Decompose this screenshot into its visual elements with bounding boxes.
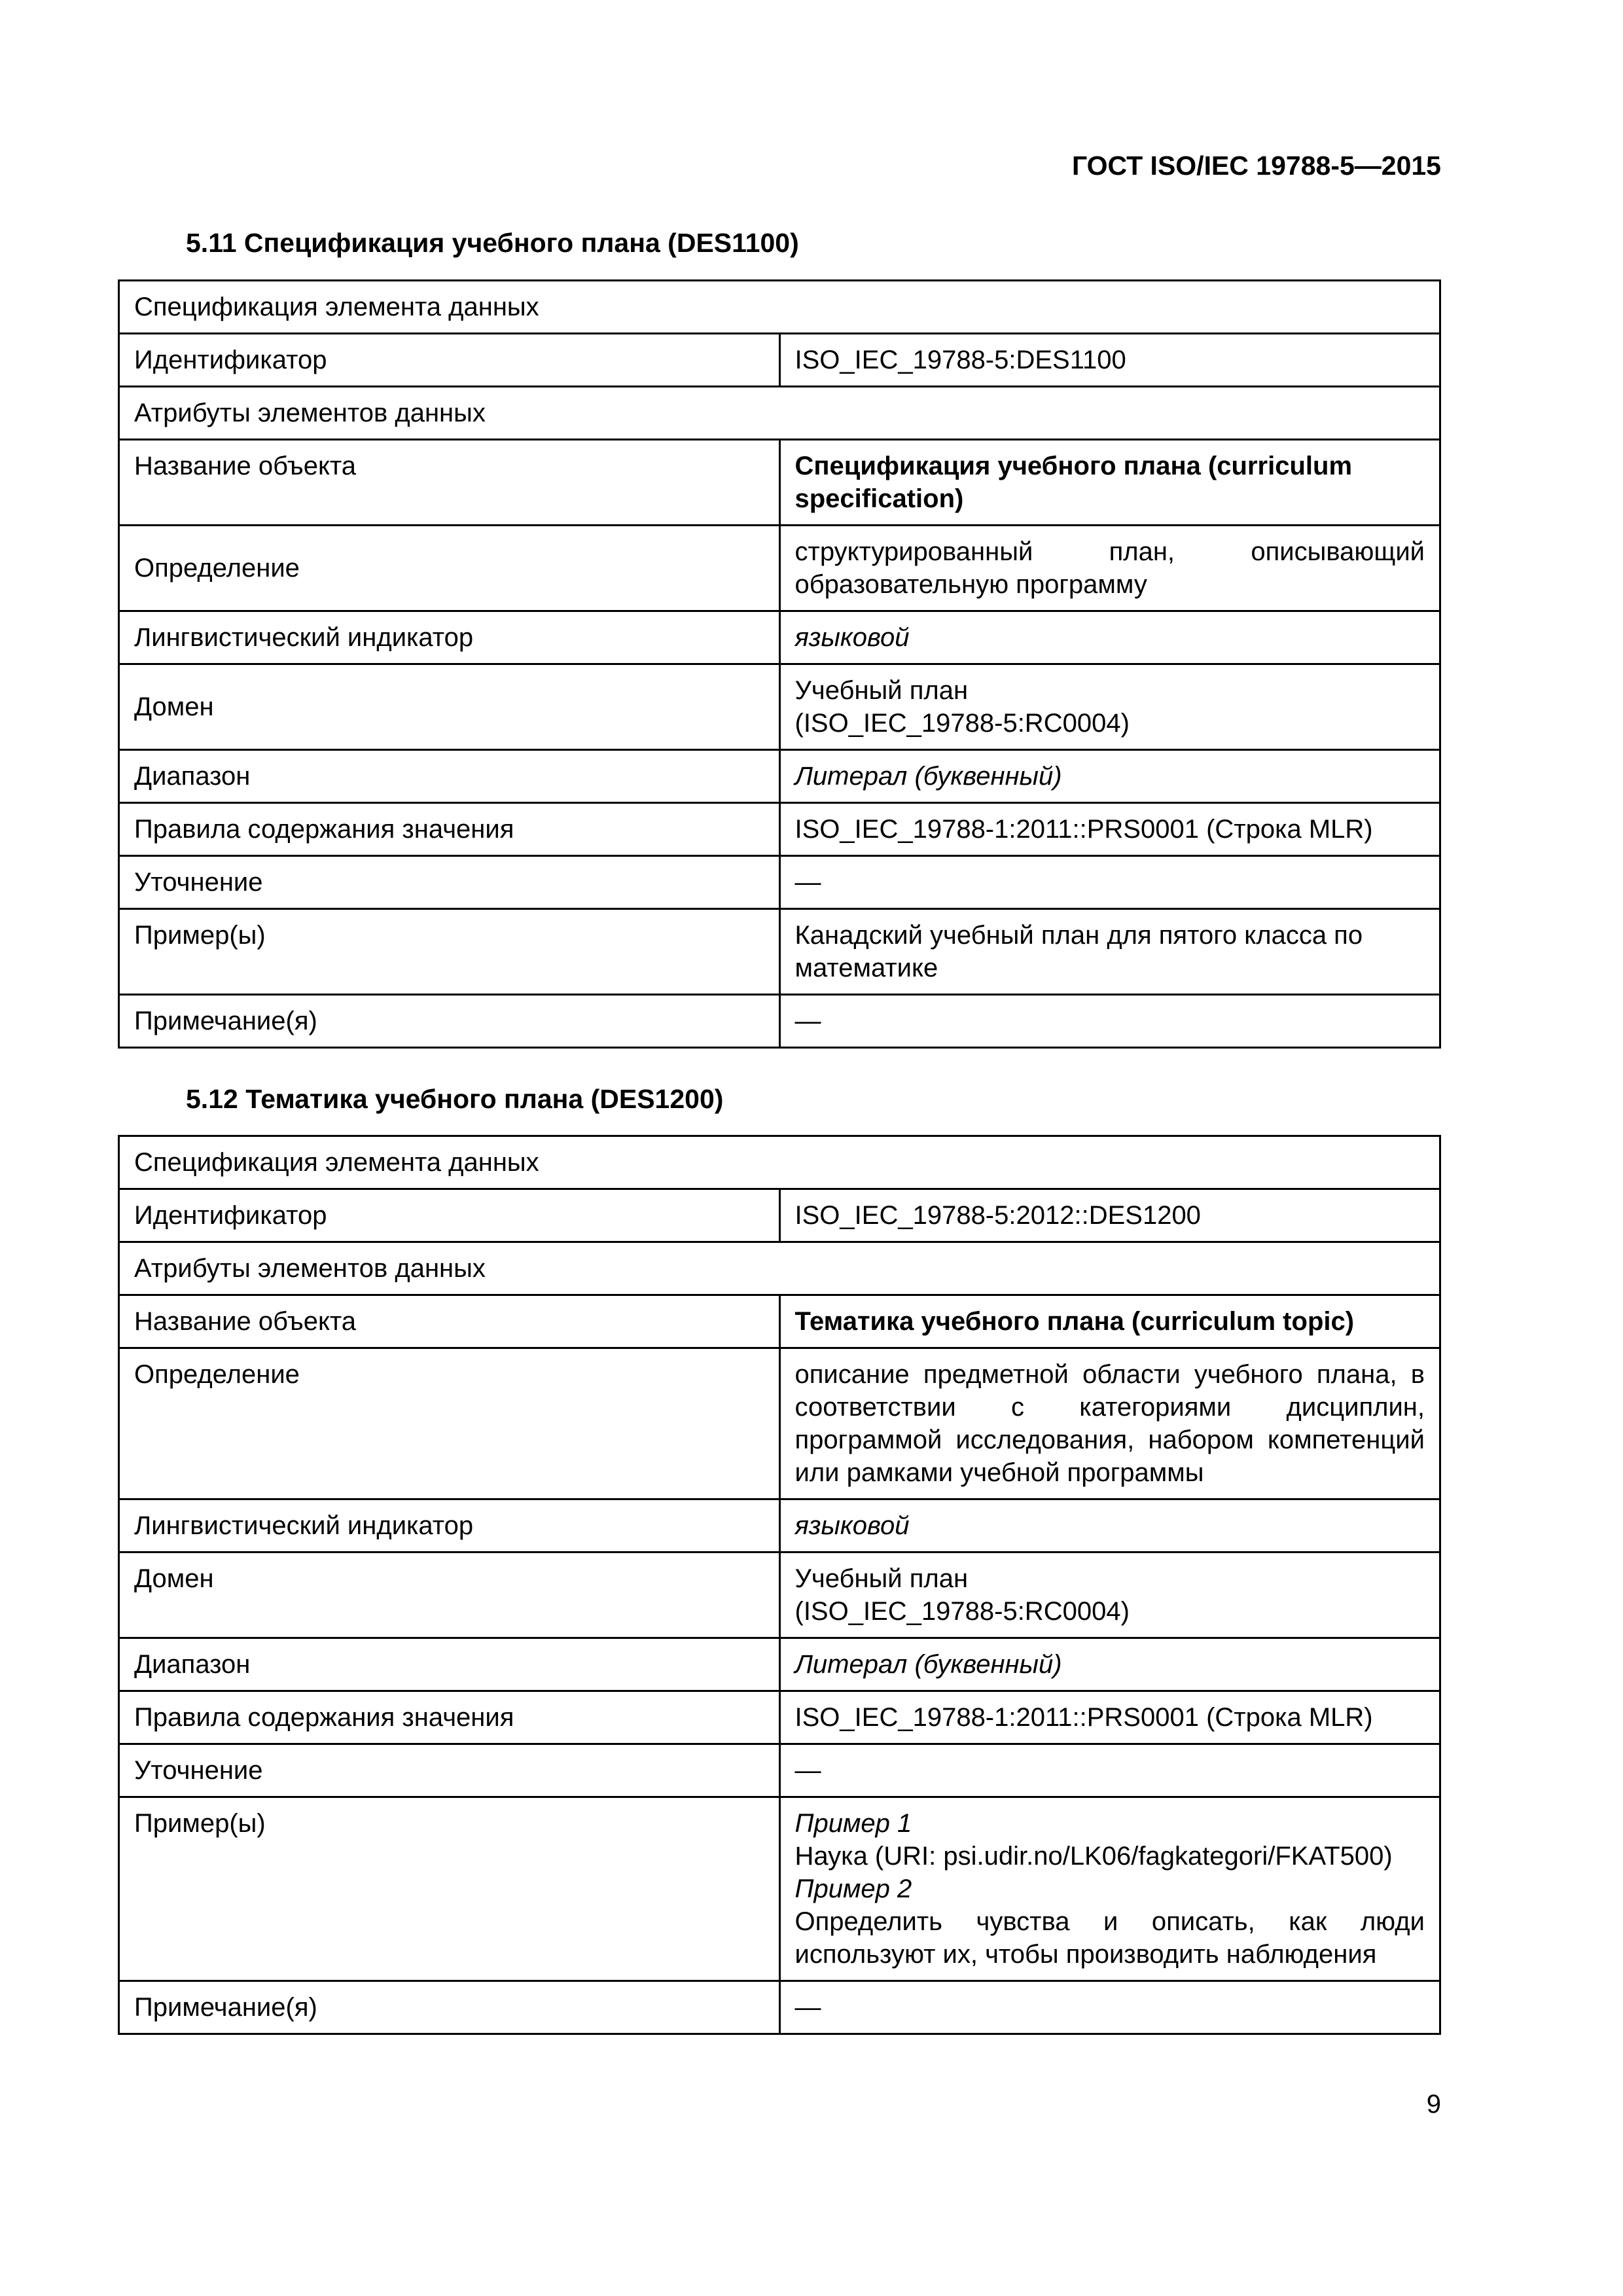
table-row: [119, 387, 1440, 440]
refinement-label: Уточнение: [119, 856, 780, 909]
domain-label: Домен: [119, 1552, 780, 1638]
table-row: [119, 1744, 1440, 1797]
content-rules-value: ISO_IEC_19788-1:2011::PRS0001 (Строка MLR): [779, 803, 1440, 856]
linguistic-value: языковой: [779, 611, 1440, 664]
name-value: Тематика учебного плана (curriculum topic): [779, 1295, 1440, 1348]
linguistic-label: Лингвистический индикатор: [119, 1499, 780, 1552]
definition-value: описание предметной области учебного плана, в соответствии с категориями дисциплин, программой исследования, набором компетенций или рамками учебной программы: [779, 1348, 1440, 1499]
name-label: Название объекта: [119, 440, 780, 526]
linguistic-value: языковой: [779, 1499, 1440, 1552]
table-row: [119, 281, 1440, 334]
domain-value: [779, 1552, 1440, 1638]
definition-label: Определение: [119, 526, 780, 611]
example1-title: Пример 1: [794, 1809, 912, 1838]
identifier-value: ISO_IEC_19788-5:DES1100: [779, 334, 1440, 387]
document-standard-header: ГОСТ ISO/IEC 19788-5—2015: [1071, 151, 1441, 181]
notes-label: Примечание(я): [119, 995, 780, 1048]
notes-value: —: [779, 1981, 1440, 2034]
table-row: [119, 803, 1440, 856]
table-row: [119, 1499, 1440, 1552]
attributes-title-cell: Атрибуты элементов данных: [119, 387, 1440, 440]
table-row: [119, 1136, 1440, 1189]
examples-label: Пример(ы): [119, 909, 780, 995]
table-row: [119, 1348, 1440, 1499]
table-row: [119, 1242, 1440, 1295]
page-number: 9: [1426, 2090, 1441, 2119]
definition-value: структурированный план, описывающий образовательную программу: [779, 526, 1440, 611]
table-row: [119, 1638, 1440, 1691]
spec-title-cell: Спецификация элемента данных: [119, 1136, 1440, 1189]
notes-value: —: [779, 995, 1440, 1048]
table-row: [119, 856, 1440, 909]
attributes-title-cell: Атрибуты элементов данных: [119, 1242, 1440, 1295]
identifier-label: Идентификатор: [119, 1189, 780, 1242]
definition-label: Определение: [119, 1348, 780, 1499]
examples-label: Пример(ы): [119, 1797, 780, 1981]
table-row: [119, 909, 1440, 995]
content-rules-label: Правила содержания значения: [119, 803, 780, 856]
domain-label: Домен: [119, 664, 780, 750]
table-row: [119, 334, 1440, 387]
table-row: [119, 1981, 1440, 2034]
table-row: [119, 1189, 1440, 1242]
range-value: Литерал (буквенный): [779, 1638, 1440, 1691]
content-rules-value: ISO_IEC_19788-1:2011::PRS0001 (Строка MLR): [779, 1691, 1440, 1744]
content-rules-label: Правила содержания значения: [119, 1691, 780, 1744]
refinement-label: Уточнение: [119, 1744, 780, 1797]
spec-title-cell: Спецификация элемента данных: [119, 281, 1440, 334]
table-row: [119, 995, 1440, 1048]
spec-table-des1200: [118, 1135, 1441, 2035]
range-label: Диапазон: [119, 1638, 780, 1691]
domain-value-line1: Учебный план: [794, 1564, 969, 1593]
table-row: [119, 526, 1440, 611]
table-row: [119, 1691, 1440, 1744]
table-row: [119, 611, 1440, 664]
name-label: Название объекта: [119, 1295, 780, 1348]
example1-text: Наука (URI: psi.udir.no/LK06/fagkategori/FKAT500): [794, 1842, 1393, 1871]
domain-value: [779, 664, 1440, 750]
table-row: [119, 1295, 1440, 1348]
range-value: Литерал (буквенный): [779, 750, 1440, 803]
examples-value: Канадский учебный план для пятого класса по математике: [779, 909, 1440, 995]
examples-value: [779, 1797, 1440, 1981]
name-value: Спецификация учебного плана (curriculum specification): [779, 440, 1440, 526]
example2-text: Определить чувства и описать, как люди используют их, чтобы производить наблюдения: [794, 1907, 1425, 1969]
table-row: [119, 664, 1440, 750]
example2-title: Пример 2: [794, 1874, 912, 1903]
domain-value-line2: (ISO_IEC_19788-5:RC0004): [794, 1597, 1130, 1626]
notes-label: Примечание(я): [119, 1981, 780, 2034]
section-heading-5-11: 5.11 Спецификация учебного плана (DES1100): [186, 228, 799, 258]
domain-value-line2: (ISO_IEC_19788-5:RC0004): [794, 709, 1130, 738]
identifier-value: ISO_IEC_19788-5:2012::DES1200: [779, 1189, 1440, 1242]
table-row: [119, 1797, 1440, 1981]
linguistic-label: Лингвистический индикатор: [119, 611, 780, 664]
range-label: Диапазон: [119, 750, 780, 803]
identifier-label: Идентификатор: [119, 334, 780, 387]
table-row: [119, 750, 1440, 803]
table-row: [119, 1552, 1440, 1638]
domain-value-line1: Учебный план: [794, 676, 969, 705]
table-row: [119, 440, 1440, 526]
spec-table-des1100: [118, 279, 1441, 1049]
refinement-value: —: [779, 1744, 1440, 1797]
refinement-value: —: [779, 856, 1440, 909]
section-heading-5-12: 5.12 Тематика учебного плана (DES1200): [186, 1084, 724, 1114]
